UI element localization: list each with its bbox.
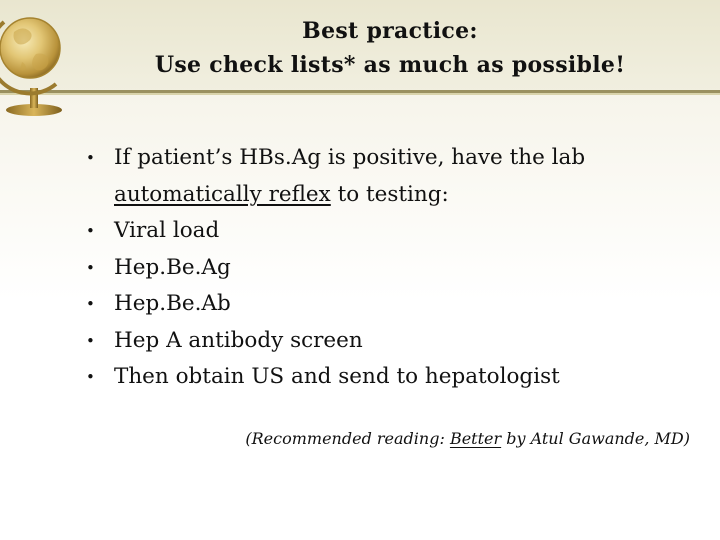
underlined-phrase: automatically reflex (114, 181, 331, 207)
footnote-prefix: (Recommended reading: (245, 429, 450, 448)
bullet-text: to testing: (330, 181, 449, 207)
bullet-item (84, 250, 694, 287)
recommended-reading-note (170, 426, 690, 452)
bullet-text: Hep A antibody screen (114, 327, 363, 353)
bullet-item (84, 140, 694, 177)
bullet-continuation (84, 177, 694, 214)
bullet-icon: • (86, 331, 95, 350)
book-title: Better (449, 429, 502, 448)
slide-title (60, 14, 720, 82)
title-line-1: Best practice: (302, 18, 478, 44)
bullet-icon: • (86, 222, 95, 240)
bullet-item (84, 213, 694, 250)
title-line-2: Use check lists* as much as possible! (154, 52, 626, 78)
bullet-text: Hep.Be.Ag (114, 254, 231, 280)
bullet-icon: • (86, 368, 95, 386)
footnote-suffix: by Atul Gawande, MD) (501, 429, 690, 448)
bullet-icon: • (86, 295, 95, 313)
bullet-item (84, 286, 694, 323)
header-divider-highlight (0, 93, 720, 95)
bullet-text: Hep.Be.Ab (114, 291, 231, 316)
bullet-text: Viral load (114, 218, 220, 243)
bullet-icon: • (86, 149, 95, 167)
bullet-text: If patient’s HBs.Ag is positive, have the lab (114, 145, 586, 170)
bullet-list (84, 140, 694, 396)
bullet-item (84, 323, 694, 360)
bullet-text: Then obtain US and send to hepatologist (114, 364, 560, 389)
bullet-item (84, 359, 694, 396)
bullet-icon: • (86, 258, 95, 277)
